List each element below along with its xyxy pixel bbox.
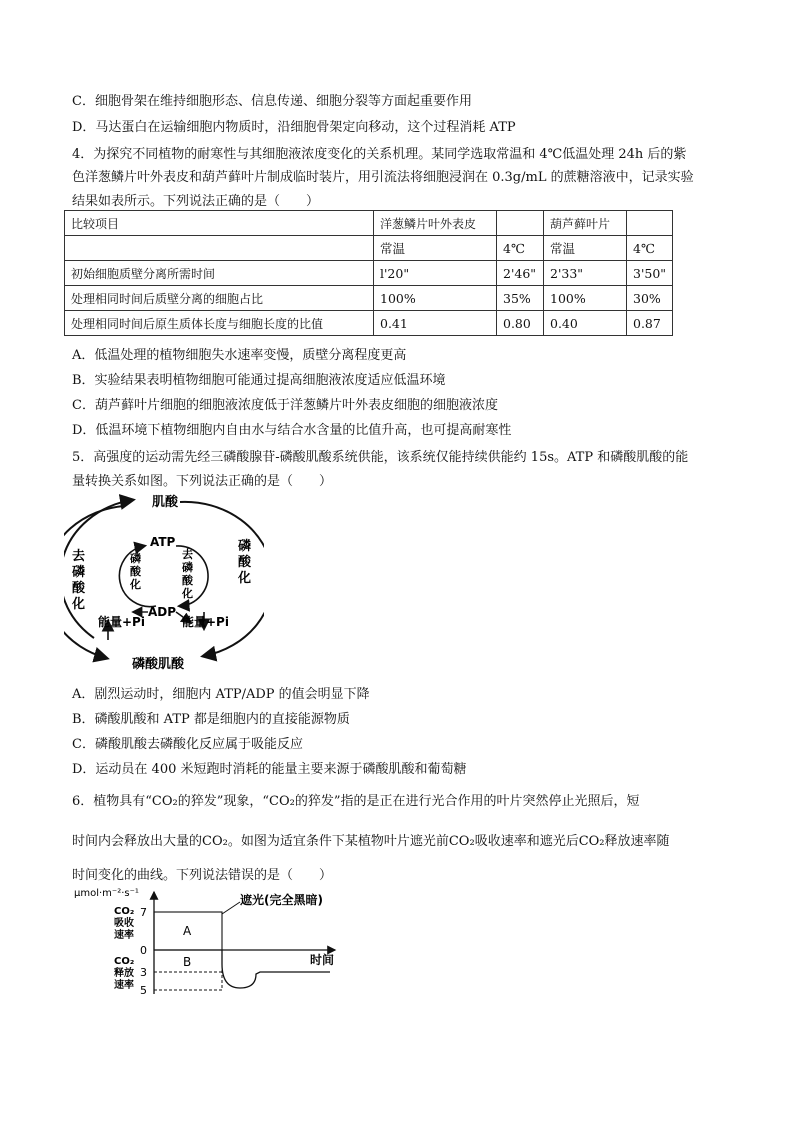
table-header-item: 比较项目 — [65, 211, 374, 236]
question-5-line2: 量转换关系如图。下列说法正确的是（ ） — [72, 474, 333, 489]
label-creatine: 肌酸 — [152, 495, 179, 510]
x-label: 时间 — [310, 953, 335, 967]
option-b-q5: B．磷酸肌酸和 ATP 都是细胞内的直接能源物质 — [72, 712, 350, 727]
label-phos-inner: 磷酸化 — [130, 552, 141, 591]
tick-0: 0 — [140, 944, 147, 957]
tick-5: 5 — [140, 984, 147, 997]
table-sub-normal: 常温 — [374, 236, 497, 261]
label-dephos-inner: 去磷酸化 — [182, 548, 193, 600]
table-header-onion: 洋葱鳞片叶外表皮 — [374, 211, 497, 236]
svg-text:速率: 速率 — [114, 930, 134, 941]
label-energy-left: 能量+Pi — [98, 615, 145, 629]
svg-text:CO₂: CO₂ — [114, 956, 135, 967]
label-atp: ATP — [150, 535, 176, 549]
option-c-q3: C．细胞骨架在维持细胞形态、信息传递、细胞分裂等方面起重要作用 — [72, 94, 472, 109]
label-energy-right: 能量+Pi — [182, 615, 229, 629]
question-6-line3: 时间变化的曲线。下列说法错误的是（ ） — [72, 868, 333, 883]
tick-3: 3 — [140, 966, 147, 979]
question-4-line1: 4．为探究不同植物的耐寒性与其细胞液浓度变化的关系机理。某同学选取常温和 4℃低温处理 24h 后的紫 — [72, 147, 687, 162]
region-a: A — [183, 924, 192, 938]
table-row: 处理相同时间后质壁分离的细胞占比 100% 35% 100% 30% — [65, 286, 673, 311]
label-dephos-outer: 去磷酸化 — [72, 549, 86, 612]
region-b: B — [183, 955, 192, 969]
option-c-q5: C．磷酸肌酸去磷酸化反应属于吸能反应 — [72, 737, 303, 752]
question-4-line2: 色洋葱鳞片叶外表皮和葫芦藓叶片制成临时装片，用引流法将细胞浸润在 0.3g/mL 的蔗糖溶液中，记录实验 — [72, 170, 694, 185]
question-5-line1: 5．高强度的运动需先经三磷酸腺苷-磷酸肌酸系统供能，该系统仅能持续供能约 15s。ATP 和磷酸肌酸的能 — [72, 450, 689, 465]
svg-text:吸收: 吸收 — [114, 918, 134, 929]
annotation-shading: 遮光(完全黑暗) — [240, 893, 323, 907]
table-sub-normal: 常温 — [544, 236, 627, 261]
label-adp: ADP — [148, 605, 177, 619]
svg-text:CO₂: CO₂ — [114, 906, 135, 917]
q4-table — [64, 210, 673, 336]
chart-unit: μmol·m⁻²·s⁻¹ — [74, 888, 139, 899]
option-d-q5: D．运动员在 400 米短跑时消耗的能量主要来源于磷酸肌酸和葡萄糖 — [72, 762, 467, 777]
table-header-moss: 葫芦藓叶片 — [544, 211, 627, 236]
tick-7: 7 — [140, 906, 147, 919]
option-c-q4: C．葫芦藓叶片细胞的细胞液浓度低于洋葱鳞片叶外表皮细胞的细胞液浓度 — [72, 398, 498, 413]
question-4-line3: 结果如表所示。下列说法正确的是（ ） — [72, 194, 320, 209]
option-d-q3: D．马达蛋白在运输细胞内物质时，沿细胞骨架定向移动，这个过程消耗 ATP — [72, 120, 516, 135]
label-phos-outer: 磷酸化 — [238, 539, 252, 586]
svg-text:速率: 速率 — [114, 980, 134, 991]
option-a-q4: A．低温处理的植物细胞失水速率变慢，质壁分离程度更高 — [72, 348, 407, 363]
question-6-line1: 6．植物具有“CO₂的猝发”现象，“CO₂的猝发”指的是正在进行光合作用的叶片突然停止光照后，短 — [72, 794, 640, 809]
table-sub-cold: 4℃ — [497, 236, 544, 261]
table-row: 处理相同时间后原生质体长度与细胞长度的比值 0.41 0.80 0.40 0.87 — [65, 311, 673, 336]
table-row: 初始细胞质壁分离所需时间 l'20" 2'46" 2'33" 3'50" — [65, 261, 673, 286]
option-a-q5: A．剧烈运动时，细胞内 ATP/ADP 的值会明显下降 — [72, 687, 370, 702]
table-sub-cold: 4℃ — [627, 236, 673, 261]
svg-text:释放: 释放 — [114, 968, 134, 979]
option-d-q4: D．低温环境下植物细胞内自由水与结合水含量的比值升高，也可提高耐寒性 — [72, 423, 512, 438]
option-b-q4: B．实验结果表明植物细胞可能通过提高细胞液浓度适应低温环境 — [72, 373, 446, 388]
label-phosphocreatine: 磷酸肌酸 — [132, 657, 185, 672]
question-6-line2: 时间内会释放出大量的CO₂。如图为适宜条件下某植物叶片遮光前CO₂吸收速率和遮光后CO₂释放速率随 — [72, 834, 670, 849]
energy-cycle-diagram — [64, 488, 264, 673]
co2-rate-chart — [70, 884, 350, 1004]
